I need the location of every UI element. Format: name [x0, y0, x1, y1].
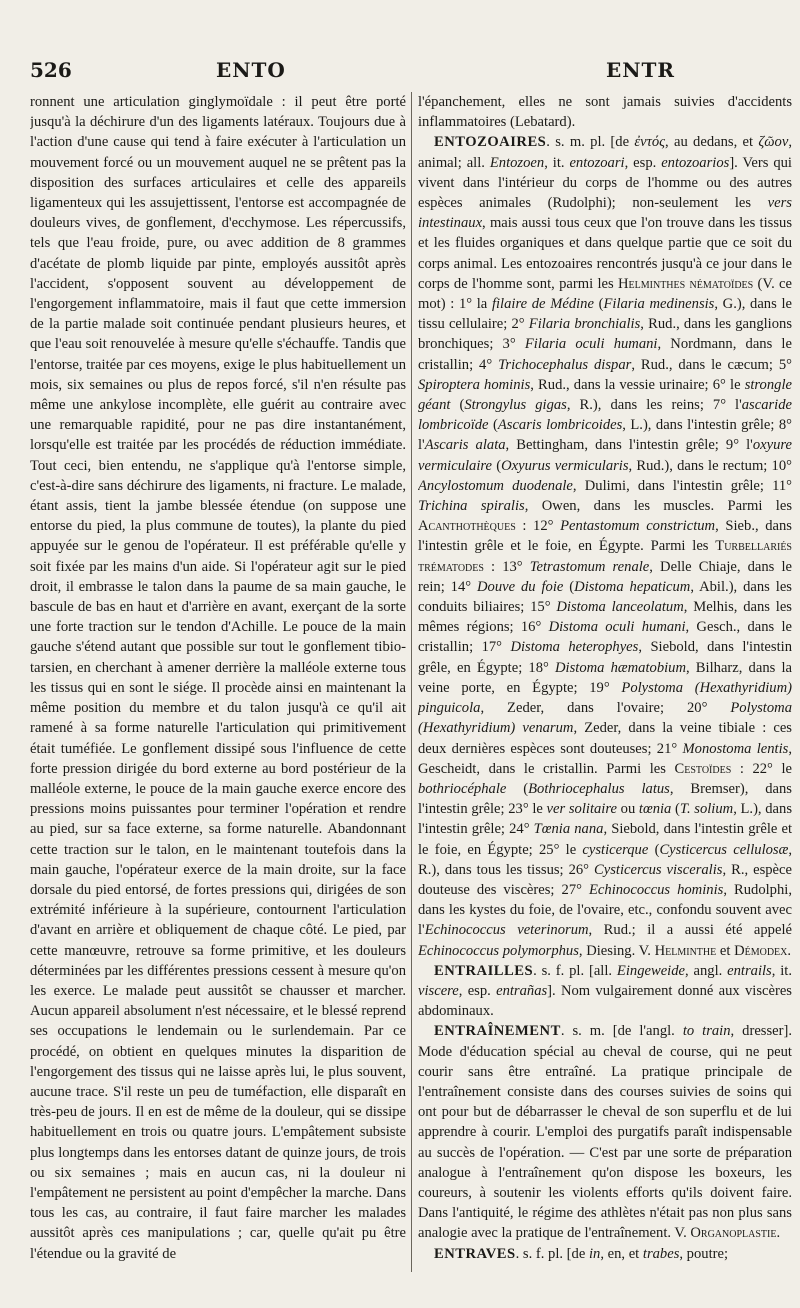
- headword: ENTRAVES: [434, 1245, 516, 1262]
- entry-entozoaires: ENTOZOAIRES. s. m. pl. [de ἐντός, au dedans, et ζῶον, animal; all. Entozoen, it. entozoari, esp. entozoarios]. Vers qui vivent dans l'intérieur du corps de l'homme ou des autres espèces animales (Rudolphi); non-seulement les vers intestinaux, mais aussi tous ceux que l'on trouve dans les tissus et les fluides organiques et dans quelque partie que ce soit du corps animal. Les entozoaires rencontrés jusqu'à ce jour dans le corps de l'homme sont, parmi les Helminthes nématoïdes (V. ce mot) : 1° la filaire de Médine (Filaria medinensis, G.), dans le tissu cellulaire; 2° Filaria bronchialis, Rud., dans les ganglions bronchiques; 3° Filaria oculi humani, Nordmann, dans le cristallin; 4° Trichocephalus dispar, Rud., dans le cæcum; 5° Spiroptera hominis, Rud., dans la vessie urinaire; 6° le strongle géant (Strongylus gigas, R.), dans les reins; 7° l'ascaride lombricoïde (Ascaris lombricoides, L.), dans l'intestin grêle; 8° l'Ascaris alata, Bettingham, dans l'intestin grêle; 9° l'oxyure vermiculaire (Oxyurus vermicularis, Rud.), dans le rectum; 10° Ancylostomum duodenale, Dulimi, dans l'intestin grêle; 11° Trichina spiralis, Owen, dans les muscles. Parmi les Acanthothèques : 12° Pentastomum constrictum, Sieb., dans l'intestin grêle et le foie, en Égypte. Parmi les Turbellariés trématodes : 13° Tetrastomum renale, Delle Chiaje, dans le rein; 14° Douve du foie (Distoma hepaticum, Abil.), dans les conduits biliaires; 15° Distoma lanceolatum, Melhis, dans les mêmes régions; 16° Distoma oculi humani, Gesch., dans le cristallin; 17° Distoma heterophyes, Siebold, dans l'intestin grêle, en Égypte; 18° Distoma hæmatobium, Bilharz, dans la veine porte, en Égypte; 19° Polystoma (Hexathyridium) pinguicola, Zeder, dans l'ovaire; 20° Polystoma (Hexathyridium) venarum, Zeder, dans la veine tibiale : ces deux dernières espèces sont douteuses; 21° Monostoma lentis, Gescheidt, dans le cristallin. Parmi les Cestoïdes : 22° le bothriocéphale (Bothriocephalus latus, Bremser), dans l'intestin grêle; 23° le ver solitaire ou tœnia (T. solium, L.), dans l'intestin grêle; 24° Tœnia nana, Siebold, dans l'intestin grêle et le foie, en Égypte; 25° le cysticerque (Cysticercus cellulosæ, R.), dans tous les tissus; 26° Cysticercus visceralis, R., espèce douteuse des viscères; 27° Echinococcus hominis, Rudolphi, dans les kystes du foie, de l'ovaire, etc., confondu souvent avec l'Echinococcus veterinorum, Rud.; il a aussi été appelé Echinococcus polymorphus, Diesing. V. Helminthe et Démodex.: [418, 134, 792, 959]
- page-number: 526: [30, 58, 72, 82]
- headword: ENTRAÎNEMENT: [434, 1023, 561, 1040]
- entry-entrailles: ENTRAILLES. s. f. pl. [all. Eingeweide, angl. entrails, it. viscere, esp. entrañas]. Nom vulgairement donné aux viscères abdominaux.: [418, 962, 792, 1020]
- headword: ENTRAILLES: [434, 962, 534, 979]
- headword: ENTOZOAIRES: [434, 134, 547, 151]
- entry-entraves: ENTRAVES. s. f. pl. [de in, en, et trabes, poutre;: [434, 1245, 729, 1262]
- entry-entrainement: ENTRAÎNEMENT. s. m. [de l'angl. to train, dresser]. Mode d'éducation spécial au cheval de course, qui ne peut courir sans être entraîné. La pratique principale de l'entraînement consiste dans des courses suivies de soins qui ont pour but de débarrasser le cheval de son superflu et de lui apprendre à courir. L'emploi des purgatifs paraît indispensable au succès de l'opération. — C'est par une sorte de préparation analogue à l'entraînement qu'on dispose les boxeurs, les coureurs, à soutenir les violents efforts qu'ils doivent faire. Dans l'antiquité, le régime des athlètes n'était pas non plus sans analogie avec la pratique de l'entraînement. V. Organoplastie.: [418, 1023, 792, 1242]
- running-head-right: ENTR: [606, 58, 676, 82]
- entorse-continuation: l'épanchement, elles ne sont jamais suivies d'accidents inflammatoires (Lebatard).: [418, 94, 792, 131]
- right-column: [418, 92, 792, 1272]
- page-header: [30, 58, 788, 92]
- entorse-text: ronnent une articulation ginglymoïdale : il peut être porté jusqu'à la déchirure d'un des ligaments latéraux. Toujours due à l'action d'une cause qui tend à faire exécuter à l'articulation un mouvement forcé ou un mouvement auquel ne se prêtent pas la disposition des surfaces articulaires et celle des appareils ligamenteux qui les assujettissent, l'entorse est accompagnée de douleurs vives, de gonflement, d'ecchymose. Les répercussifs, tels que l'eau froide, pure, ou avec addition de 8 grammes d'acétate de plomb liquide par pinte, employés aussitôt après l'accident, s'opposent souvent au développement de l'engorgement inflammatoire, mais il faut que cette immersion de la partie malade soit continuée pendant plusieurs heures, et que l'eau soit renouvelée à mesure qu'elle s'échauffe. Tandis que l'entorse, traitée par ces moyens, exige le plus habituellement un mois, six semaines ou plus de repos forcé, s'il n'en résulte pas même une ankylose incomplète, elle guérit au contraire avec une remarquable rapidité, pour ne pas dire instantanément, lorsqu'elle est traitée par les procédés de réduction immédiate. Tout ceci, bien entendu, ne s'applique qu'à l'entorse simple, c'est-à-dire sans déchirure des ligaments, ni fracture. Le malade, étant assis, tient la jambe blessée étendue (on suppose une entorse du pied, la plus commune de toutes), la plante du pied appuyée sur le genou de l'opérateur. Il est préférable qu'elle y soit fixée par les mains d'un aide. Si l'opérateur agit sur le pied droit, il embrasse le talon dans la paume de sa main gauche, le bascule de bas en haut et d'arrière en avant, exerçant de la sorte une forte traction sur le tendon d'Achille. Le pouce de la main gauche s'étend autant que possible sur tout le gonflement tibio-tarsien, en cherchant à amener derrière la malléole externe tous les tissus qui en sont le siége. Il procède ainsi en maintenant la même position du membre et du talon jusqu'à ce qu'il ait ramené à sa forme naturelle l'articulation qui primitivement était tuméfiée. Le gonflement dissipé sous l'influence de cette forte pression dirigée du bord externe au bord postérieur de la malléole externe, le pouce de la main gauche exerce encore des pressions moins puissantes pour terminer l'opération et rendre au pied, sur sa face externe, sa forme naturelle. Abandonnant cette traction sur le talon, en le maintenant toutefois dans la main gauche, l'opérateur exerce de la main droite, sur la face dorsale du pied entorsé, de fortes pressions qui, dirigées de son extrémité inférieure à la supérieure, contournent l'articulation d'avant en arrière et obliquement de chaque côté. Le pied, par cette manœuvre, retrouve sa forme primitive, et les douleurs déterminées par les différentes pressions cessent à mesure qu'on les exerce. Le malade peut aussitôt se chausser et marcher. Aucun appareil absolument n'est nécessaire, et le blessé reprend ses occupations le lendemain ou le surlendemain. Par ce procédé, on obtient en quelques minutes la disparition de l'engorgement des tissus qui ne laisse après lui, le plus souvent, aucune trace. S'il reste un peu de tuméfaction, elle disparaît en très-peu de jours. Il en est de même de la douleur, qui se dissipe habituellement en trois ou quatre jours. L'empâtement subsiste plus longtemps dans les entorses datant de quinze jours, de trois ou six semaines ; mais en aucun cas, ni la douleur ni l'empâtement ne persistent au point d'empêcher la marche. Dans tous les cas, au contraire, il faut faire marcher les malades aussitôt après ces manipulations ; car, quelle qu'ait pu être l'étendue ou la gravité de: [30, 94, 406, 1262]
- running-head-left: ENTO: [216, 58, 286, 82]
- left-column: [30, 92, 406, 1272]
- column-divider: [411, 92, 412, 1272]
